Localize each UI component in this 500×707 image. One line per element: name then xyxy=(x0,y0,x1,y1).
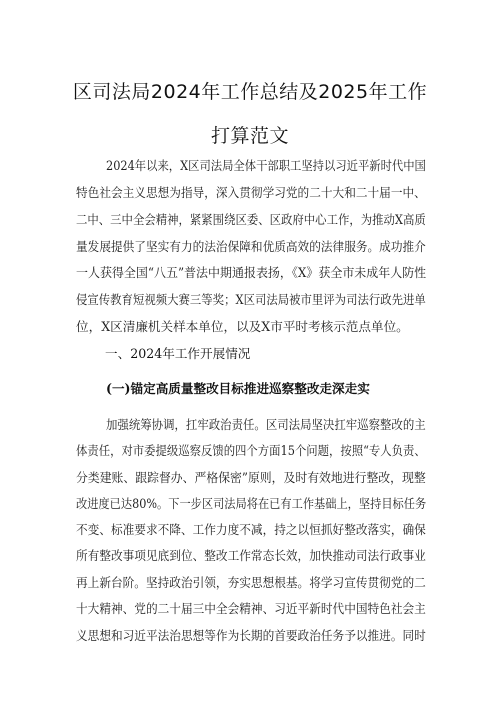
intro-line-6: 侵宣传教育短视频大赛三等奖；X区司法局被市里评为司法行政先进单 xyxy=(76,292,426,307)
body-line-9: 义思想和习近平法治思想等作为长期的首要政治任务予以推进。同时 xyxy=(76,628,426,643)
document-title-line-1: 区司法局2024年工作总结及2025年工作 xyxy=(72,81,428,103)
body-line-4: 改进度已达80%。下一步区司法局将在已有工作基础上，坚持目标任务 xyxy=(76,496,427,511)
body-line-2: 体责任，对市委提级巡察反馈的四个方面15个问题，按照“专人负责、 xyxy=(76,443,426,458)
document-title-line-2: 打算范文 xyxy=(210,125,289,147)
intro-line-5: 一人获得全国“八五”普法中期通报表扬，《X》获全市未成年人防性 xyxy=(76,265,427,280)
intro-line-3: 二中、三中全会精神，紧紧围绕区委、区政府中心工作，为推动X高质 xyxy=(76,212,426,227)
section-heading: 一、2024年工作开展情况 xyxy=(105,346,251,361)
subsection-heading: (一)锚定高质量整改目标推进巡察整改走深走实 xyxy=(106,381,370,396)
body-line-8: 十大精神、党的二十届三中全会精神、习近平新时代中国特色社会主 xyxy=(76,601,426,616)
intro-line-7: 位，X区清廉机关样本单位，以及X市平时考核示范点单位。 xyxy=(76,319,409,334)
intro-line-4: 量发展提供了坚实有力的法治保障和优质高效的法律服务。成功推介 xyxy=(76,239,426,254)
body-line-3: 分类建账、跟踪督办、严格保密”原则，及时有效地进行整改，现整 xyxy=(76,470,426,485)
body-line-1: 加强统筹协调，扛牢政治责任。区司法局坚决扛牢巡察整改的主 xyxy=(106,417,426,432)
intro-line-2: 特色社会主义思想为指导，深入贯彻学习党的二十大和二十届一中、 xyxy=(76,185,426,200)
intro-line-1: 2024年以来，X区司法局全体干部职工坚持以习近平新时代中国 xyxy=(106,158,426,173)
body-line-7: 再上新台阶。坚持政治引领，夯实思想根基。将学习宣传贯彻党的二 xyxy=(76,575,426,590)
body-line-5: 不变、标准要求不降、工作力度不减，持之以恒抓好整改落实，确保 xyxy=(76,522,426,537)
body-line-6: 所有整改事项见底到位、整改工作常态长效，加快推动司法行政事业 xyxy=(76,548,426,563)
